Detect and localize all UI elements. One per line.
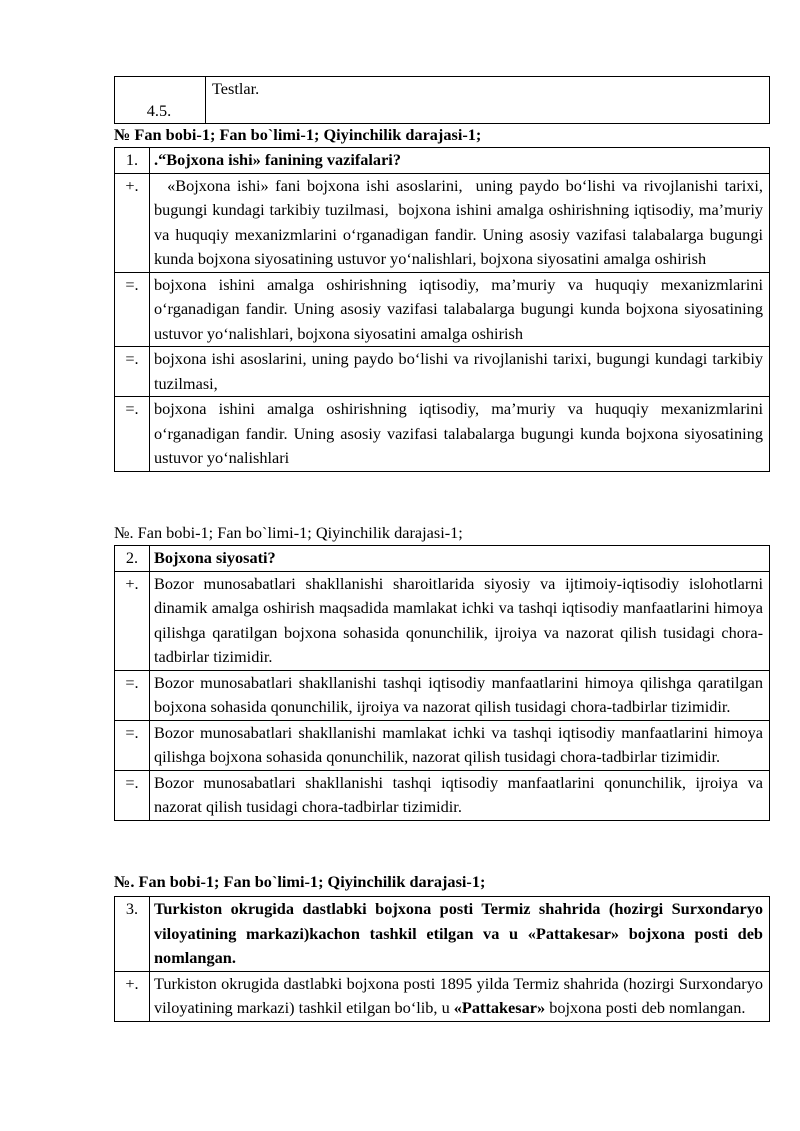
block-heading: №. Fan bobi-1; Fan bo`limi-1; Qiyinchilik darajasi-1; <box>114 523 463 542</box>
answer-row <box>115 397 770 472</box>
answer-row <box>115 272 770 347</box>
top-table <box>114 76 770 124</box>
answer-text-bold: «Pattakesar» <box>453 998 546 1017</box>
answer-text: bojxona ishini amalga oshirishning iqtisodiy, ma’muriy va huquqiy mexanizmlarini o‘rganadigan fandir. Uning asosiy vazifasi talabalarga bugungi kunda bojxona siyosatining ustuvor yo‘nalishlari, bojxona siyosatini amalga oshirish <box>150 272 770 347</box>
answer-mark: +. <box>115 971 150 1021</box>
question-number: 2. <box>115 546 150 572</box>
answer-text-part: bojxona posti deb nomlangan. <box>545 998 746 1017</box>
block-heading: №. Fan bobi-1; Fan bo`limi-1; Qiyinchilik darajasi-1; <box>114 872 486 891</box>
answer-row <box>115 971 770 1021</box>
answer-text: Bozor munosabatlari shakllanishi mamlakat ichki va tashqi iqtisodiy manfaatlarini himoya qilishga bojxona sohasida qonunchilik, nazorat qilish tusidagi chora-tadbirlar tizimidir. <box>150 720 770 770</box>
answer-row <box>115 347 770 397</box>
answer-mark: =. <box>115 397 150 472</box>
answer-text: «Bojxona ishi» fani bojxona ishi asoslarini, uning paydo bo‘lishi va rivojlanishi tarixi, bugungi kundagi tarkibiy tuzilmasi, bojxona ishini amalga oshirishning iqtisodiy, ma’muriy va huquqiy mexanizmlarini o‘rganadigan fandir. Uning asosiy vazifasi talabalarga bugungi kunda bojxona siyosatining ustuvor yo‘nalishlari, bojxona siyosatini amalga oshirish <box>150 173 770 272</box>
answer-row <box>115 770 770 820</box>
answer-mark: =. <box>115 770 150 820</box>
answer-mark: =. <box>115 272 150 347</box>
question-table <box>114 147 770 472</box>
answer-row <box>115 720 770 770</box>
answer-text: Bozor munosabatlari shakllanishi tashqi iqtisodiy manfaatlarini qonunchilik, ijroiya va nazorat qilish tusidagi chora-tadbirlar tizimidir. <box>150 770 770 820</box>
answer-text <box>150 971 770 1021</box>
question-table <box>114 896 770 1022</box>
question-row <box>115 546 770 572</box>
answer-text: bojxona ishi asoslarini, uning paydo bo‘lishi va rivojlanishi tarixi, bugungi kundagi tarkibiy tuzilmasi, <box>150 347 770 397</box>
answer-mark: =. <box>115 347 150 397</box>
question-text: Bojxona siyosati? <box>150 546 770 572</box>
section-index: 4.5. <box>115 77 206 124</box>
question-number: 3. <box>115 897 150 972</box>
answer-text-part: Turkiston okrugida dastlabki bojxona posti 1895 yilda Termiz shahrida (hozirgi Surxondaryo viloyatining markazi) tashkil etilgan bo‘lib, u <box>154 973 763 1017</box>
answer-row <box>115 670 770 720</box>
block-heading: № Fan bobi-1; Fan bo`limi-1; Qiyinchilik darajasi-1; <box>114 125 482 144</box>
answer-row <box>115 571 770 670</box>
answer-mark: =. <box>115 670 150 720</box>
question-text: Turkiston okrugida dastlabki bojxona posti Termiz shahrida (hozirgi Surxondaryo viloyatining markazi)kachon tashkil etilgan va u «Pattakesar» bojxona posti deb nomlangan. <box>150 897 770 972</box>
table-row <box>115 77 770 124</box>
answer-text: Bozor munosabatlari shakllanishi tashqi iqtisodiy manfaatlarini himoya qilishga qaratilgan bojxona sohasida qonunchilik, ijroiya va nazorat qilish tusidagi chora-tadbirlar tizimidir. <box>150 670 770 720</box>
question-number: 1. <box>115 148 150 174</box>
answer-mark: +. <box>115 173 150 272</box>
answer-mark: =. <box>115 720 150 770</box>
answer-text: Bozor munosabatlari shakllanishi sharoitlarida siyosiy va ijtimoiy-iqtisodiy islohotlarni dinamik amalga oshirish maqsadida mamlakat ichki va tashqi iqtisodiy manfaatlarini himoya qilishga qaratilgan bojxona sohasida qonunchilik, ijroiya va nazorat qilish tusidagi chora-tadbirlar tizimidir. <box>150 571 770 670</box>
answer-text: bojxona ishini amalga oshirishning iqtisodiy, ma’muriy va huquqiy mexanizmlarini o‘rganadigan fandir. Uning asosiy vazifasi talabalarga bugungi kunda bojxona siyosatining ustuvor yo‘nalishlari <box>150 397 770 472</box>
answer-row <box>115 173 770 272</box>
question-row <box>115 148 770 174</box>
question-row <box>115 897 770 972</box>
section-title: Testlar. <box>206 77 770 124</box>
question-table <box>114 545 770 821</box>
answer-mark: +. <box>115 571 150 670</box>
question-text: .“Bojxona ishi» fanining vazifalari? <box>150 148 770 174</box>
